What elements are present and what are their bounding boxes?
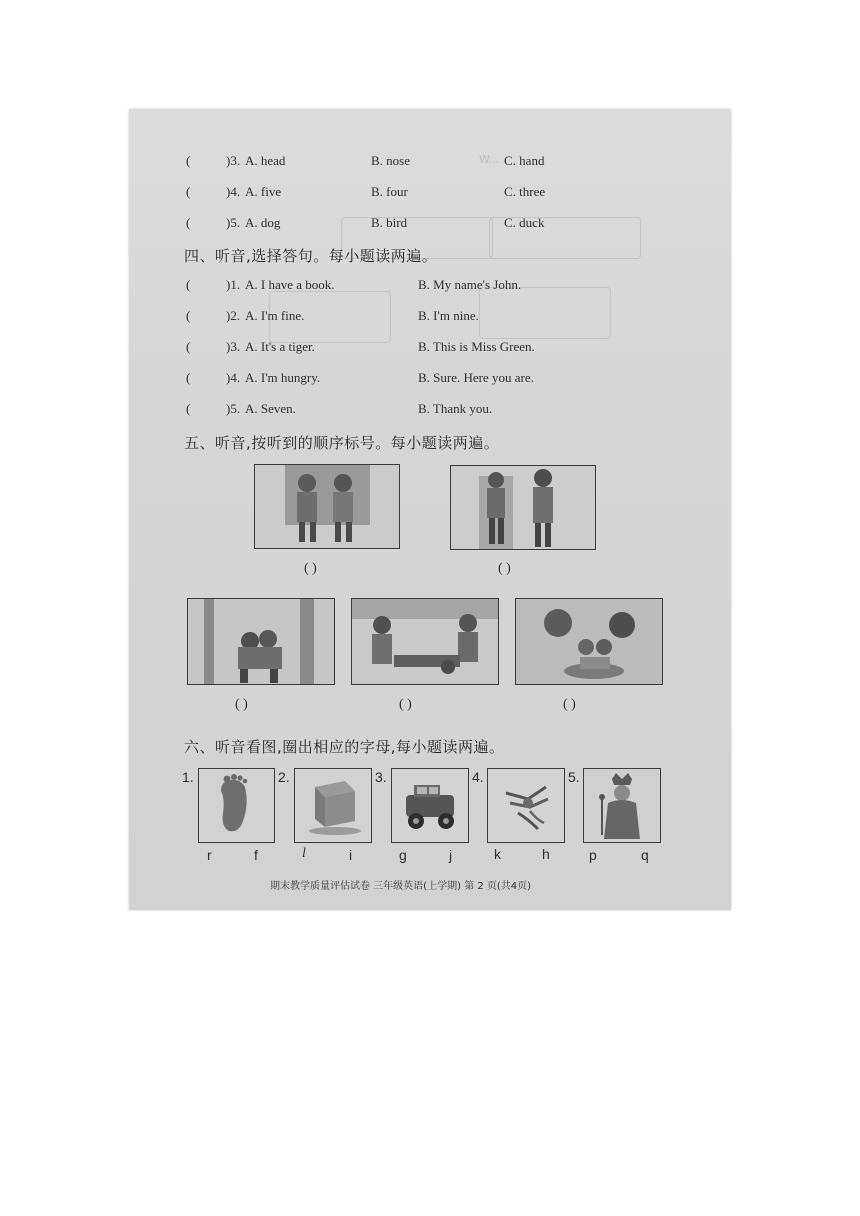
option-a: A. It's a tiger. [245, 339, 315, 354]
hands-icon [487, 768, 565, 843]
exam-page [129, 109, 731, 910]
picture-boy-and-girl-at-door [450, 465, 596, 550]
option-a: A. five [245, 184, 282, 199]
option-b: B. Thank you. [418, 401, 493, 416]
item-number: 4. [472, 769, 484, 785]
option-b: B. My name's John. [418, 277, 522, 292]
order-blank-4[interactable]: ( ) [399, 697, 412, 712]
answer-paren[interactable]: ( [186, 153, 191, 168]
queen-icon [583, 768, 661, 843]
item-number: 5. [568, 769, 580, 785]
option-c: C. hand [504, 153, 545, 168]
picture-children-hugging [187, 598, 335, 685]
picture-two-children-greeting [254, 464, 400, 549]
option-a: A. I'm hungry. [245, 370, 321, 385]
option-a: A. I have a book. [245, 277, 335, 292]
order-blank-2[interactable]: ( ) [498, 561, 511, 576]
picture-children-at-table [351, 598, 499, 685]
option-a: A. head [245, 153, 286, 168]
option-b: B. four [371, 184, 408, 199]
letter-choice[interactable]: l [302, 846, 306, 861]
question-number: )4. [226, 370, 241, 385]
item-number: 2. [278, 769, 290, 785]
letter-choice[interactable]: p [589, 847, 597, 863]
question-number: )3. [226, 153, 241, 168]
section-5-heading: 五、听音,按听到的顺序标号。每小题读两遍。 [184, 434, 500, 452]
jeep-icon [391, 768, 469, 843]
section-4-heading: 四、听音,选择答句。每小题读两遍。 [184, 247, 438, 265]
order-blank-1[interactable]: ( ) [304, 561, 317, 576]
answer-paren[interactable]: ( [186, 277, 191, 292]
option-a: A. Seven. [245, 401, 296, 416]
answer-paren[interactable]: ( [186, 370, 191, 385]
show-through-text: W... [479, 153, 500, 166]
order-blank-5[interactable]: ( ) [563, 697, 576, 712]
answer-paren[interactable]: ( [186, 215, 191, 230]
question-number: )3. [226, 339, 241, 354]
answer-paren[interactable]: ( [186, 184, 191, 199]
letter-choice[interactable]: i [349, 847, 353, 863]
option-b: B. Sure. Here you are. [418, 370, 534, 385]
show-through-box [479, 287, 611, 339]
letter-choice[interactable]: r [207, 847, 212, 863]
ice-cube-icon [294, 768, 372, 843]
question-number: )5. [226, 401, 241, 416]
answer-paren[interactable]: ( [186, 308, 191, 323]
answer-paren[interactable]: ( [186, 339, 191, 354]
option-b: B. This is Miss Green. [418, 339, 535, 354]
question-number: )4. [226, 184, 241, 199]
picture-birthday-party [515, 598, 663, 685]
question-number: )2. [226, 308, 241, 323]
option-a: A. I'm fine. [245, 308, 305, 323]
option-c: C. three [504, 184, 546, 199]
option-b: B. I'm nine. [418, 308, 479, 323]
page-footer: 期末教学质量评估试卷 三年级英语(上学期) 第 2 页(共4页) [270, 881, 532, 892]
letter-choice[interactable]: j [449, 847, 453, 863]
option-b: B. nose [371, 153, 410, 168]
option-b: B. bird [371, 215, 408, 230]
order-blank-3[interactable]: ( ) [235, 697, 248, 712]
answer-paren[interactable]: ( [186, 401, 191, 416]
letter-choice[interactable]: h [542, 846, 550, 862]
option-c: C. duck [504, 215, 545, 230]
question-number: )5. [226, 215, 241, 230]
option-a: A. dog [245, 215, 281, 230]
item-number: 3. [375, 769, 387, 785]
item-number: 1. [182, 769, 194, 785]
letter-choice[interactable]: q [641, 847, 649, 863]
question-number: )1. [226, 277, 241, 292]
letter-choice[interactable]: f [254, 847, 258, 863]
section-6-heading: 六、听音看图,圈出相应的字母,每小题读两遍。 [184, 738, 505, 756]
letter-choice[interactable]: k [494, 846, 501, 862]
letter-choice[interactable]: g [399, 847, 407, 863]
foot-icon [198, 768, 275, 843]
